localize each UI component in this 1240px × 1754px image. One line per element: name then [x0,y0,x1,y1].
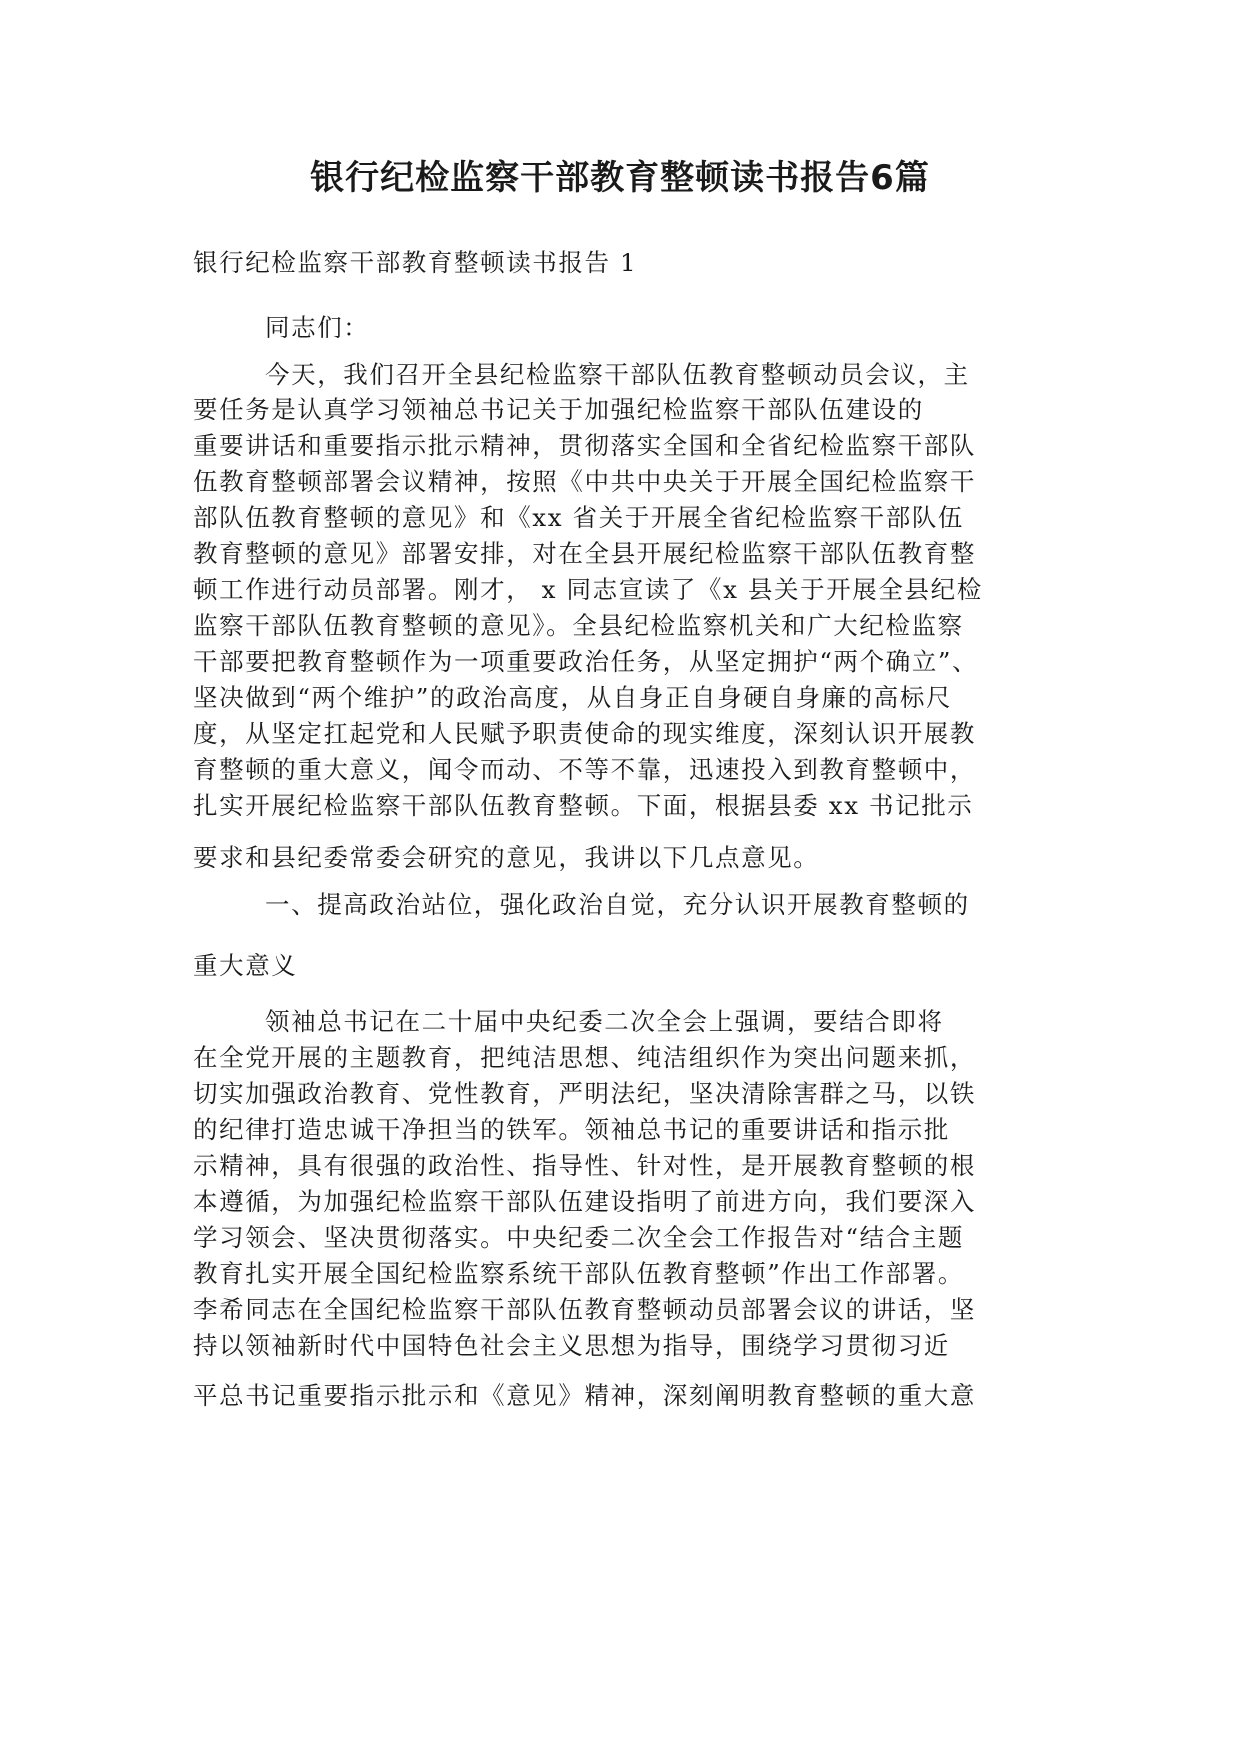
section-heading: 一、提高政治站位，强化政治自觉，充分认识开展教育整顿的 [265,890,970,919]
text-line: 学习领会、坚决贯彻落实。中央纪委二次全会工作报告对“结合主题 [193,1223,965,1252]
text-line: 要求和县纪委常委会研究的意见，我讲以下几点意见。 [193,843,820,872]
text-line: 监察干部队伍教育整顿的意见》。全县纪检监察机关和广大纪检监察 [193,611,964,640]
text-line: 领袖总书记在二十届中央纪委二次全会上强调，要结合即将 [265,1007,944,1036]
text-line: 要任务是认真学习领袖总书记关于加强纪检监察干部队伍建设的 [193,395,924,424]
text-line: 干部要把教育整顿作为一项重要政治任务，从坚定拥护“两个确立”、 [193,647,979,676]
text-line: 今天，我们召开全县纪检监察干部队伍教育整顿动员会议，主 [265,360,970,389]
text-line: 重要讲话和重要指示批示精神，贯彻落实全国和全省纪检监察干部队 [193,431,976,460]
text-line: 扎实开展纪检监察干部队伍教育整顿。下面，根据县委 xx 书记批示 [193,791,974,820]
text-line: 育整顿的重大意义，闻令而动、不等不靠，迅速投入到教育整顿中， [193,755,976,784]
text-line: 本遵循，为加强纪检监察干部队伍建设指明了前进方向，我们要深入 [193,1187,976,1216]
text-line: 顿工作进行动员部署。刚才， x 同志宣读了《x 县关于开展全县纪检 [193,575,983,604]
text-line: 李希同志在全国纪检监察干部队伍教育整顿动员部署会议的讲话，坚 [193,1295,976,1324]
document-title: 银行纪检监察干部教育整顿读书报告6篇 [310,158,930,198]
text-line: 伍教育整顿部署会议精神，按照《中共中央关于开展全国纪检监察干 [193,467,976,496]
text-line: 度，从坚定扛起党和人民赋予职责使命的现实维度，深刻认识开展教 [193,719,976,748]
text-line: 平总书记重要指示批示和《意见》精神，深刻阐明教育整顿的重大意 [193,1381,976,1410]
text-line: 在全党开展的主题教育，把纯洁思想、纯洁组织作为突出问题来抓， [193,1043,976,1072]
report-subtitle: 银行纪检监察干部教育整顿读书报告 1 [193,248,638,277]
text-line: 教育扎实开展全国纪检监察系统干部队伍教育整顿”作出工作部署。 [193,1259,965,1288]
text-line: 坚决做到“两个维护”的政治高度，从自身正自身硬自身廉的高标尺 [193,683,953,712]
text-line: 的纪律打造忠诚干净担当的铁军。领袖总书记的重要讲话和指示批 [193,1115,950,1144]
text-line: 持以领袖新时代中国特色社会主义思想为指导，围绕学习贯彻习近 [193,1331,950,1360]
text-line: 切实加强政治教育、党性教育，严明法纪，坚决清除害群之马，以铁 [193,1079,976,1108]
text-line: 部队伍教育整顿的意见》和《xx 省关于开展全省纪检监察干部队伍 [193,503,965,532]
section-heading-cont: 重大意义 [193,951,298,980]
greeting: 同志们： [265,313,370,342]
text-line: 示精神，具有很强的政治性、指导性、针对性，是开展教育整顿的根 [193,1151,976,1180]
text-line: 教育整顿的意见》部署安排，对在全县开展纪检监察干部队伍教育整 [193,539,976,568]
